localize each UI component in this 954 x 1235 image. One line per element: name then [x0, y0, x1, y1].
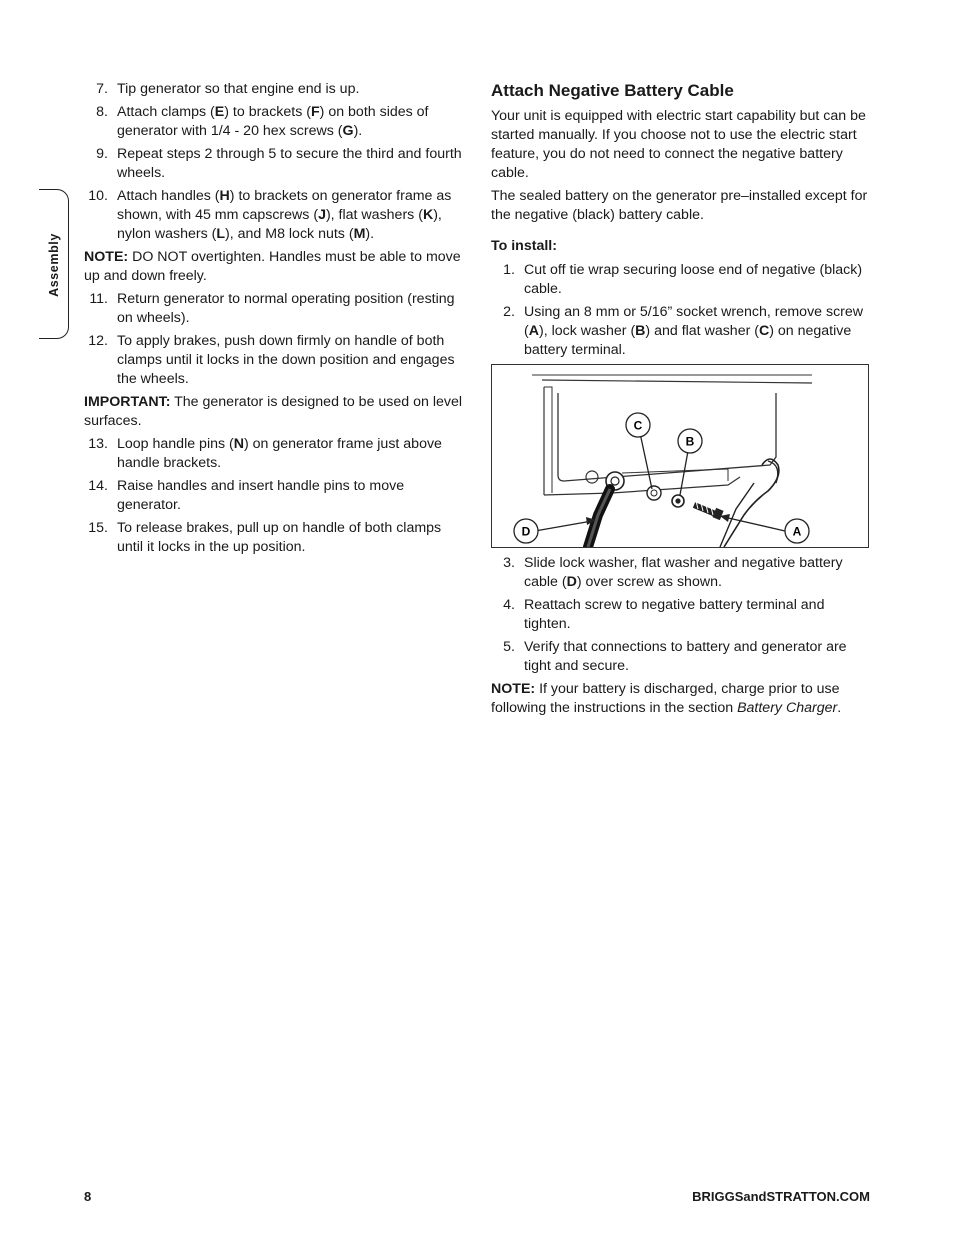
to-install-heading: To install:: [491, 238, 557, 254]
lock-washer-hole: [675, 498, 680, 503]
step-text: ) on both sides of generator with 1/4 - 20 hex screws (: [117, 104, 429, 139]
step-number: 11.: [89, 291, 108, 307]
step-text: To apply brakes, push down firmly on handle of both clamps until it locks in the down position and engages the wheels.: [117, 333, 455, 387]
step-text: ), flat washers (: [325, 207, 423, 223]
step-number: 15.: [88, 520, 108, 536]
step-7: [84, 80, 464, 99]
leader-c: [640, 433, 652, 489]
left-column: [84, 80, 464, 561]
page-number: 8: [84, 1189, 92, 1204]
step-text: ) and flat washer (: [645, 323, 759, 339]
install-step-2: [491, 303, 871, 360]
step-text: ) on generator frame just above handle brackets.: [117, 436, 442, 471]
battery-case: [558, 393, 776, 481]
step-text: To release brakes, pull up on handle of both clamps until it locks in the up position.: [117, 520, 442, 555]
part-ref: N: [233, 436, 244, 452]
flat-washer-c: [647, 486, 661, 500]
install-step-4: [491, 596, 871, 634]
step-text: Repeat steps 2 through 5 to secure the third and fourth wheels.: [117, 146, 462, 181]
part-ref: L: [216, 226, 226, 242]
step-9: [84, 145, 464, 183]
important-note: [84, 393, 464, 431]
step-text: Tip generator so that engine end is up.: [117, 81, 360, 97]
step-text: Using an 8 mm or 5/16” socket wrench, remove screw (: [524, 304, 864, 339]
screw-a-head: [712, 508, 723, 520]
section-tab-label: Assembly: [47, 233, 61, 297]
step-text: Slide lock washer, flat washer and negative battery cable (: [524, 555, 843, 590]
step-number: 7.: [96, 81, 108, 97]
part-ref: M: [353, 226, 366, 242]
step-number: 4.: [503, 597, 515, 613]
step-12: [84, 332, 464, 389]
note-label: NOTE:: [491, 681, 536, 697]
step-text: Return generator to normal operating position (resting on wheels).: [117, 291, 455, 326]
step-number: 2.: [503, 304, 515, 320]
step-number: 8.: [96, 104, 108, 120]
step-number: 1.: [503, 262, 515, 278]
step-15: [84, 519, 464, 557]
step-number: 10.: [88, 188, 108, 204]
part-ref: K: [422, 207, 434, 223]
note-text: If your battery is discharged, charge prior to use following the instructions in the section: [491, 681, 840, 716]
part-ref: A: [528, 323, 539, 339]
part-ref: E: [214, 104, 225, 120]
battery-terminal-illustration: [492, 365, 868, 547]
step-14: [84, 477, 464, 515]
callout-c: C: [633, 418, 643, 433]
note-overtighten: [84, 248, 464, 286]
important-label: IMPORTANT:: [84, 394, 171, 410]
step-text: Reattach screw to negative battery terminal and tighten.: [524, 597, 825, 632]
step-8: [84, 103, 464, 141]
step-text: ) on negative battery terminal.: [524, 323, 852, 358]
part-ref: C: [758, 323, 770, 339]
step-text: ) to brackets (: [224, 104, 311, 120]
step-text: ).: [365, 226, 375, 242]
step-text: Verify that connections to battery and generator are tight and secure.: [524, 639, 847, 674]
step-text: ) to brackets on generator frame as shown, with 45 mm capscrews (: [117, 188, 452, 223]
note-battery-charger: [491, 680, 871, 718]
step-text: Raise handles and insert handle pins to move generator.: [117, 478, 405, 513]
housing-inner-edge: [544, 387, 552, 493]
step-text: ), nylon washers (: [117, 207, 442, 242]
step-number: 9.: [96, 146, 108, 162]
section-reference: Battery Charger: [737, 700, 838, 716]
callout-a: A: [792, 524, 802, 539]
step-text: ) over screw as shown.: [576, 574, 722, 590]
step-11: [84, 290, 464, 328]
part-ref: B: [635, 323, 646, 339]
part-ref: D: [566, 574, 577, 590]
intro-paragraph-1: Your unit is equipped with electric start capability but can be started manually. If you choose not to use the electric start feature, you do not need to connect the negative battery cable.: [491, 108, 866, 181]
section-heading: Attach Negative Battery Cable: [491, 81, 734, 100]
install-step-5: [491, 638, 871, 676]
positive-cable-outline: [724, 459, 779, 547]
leader-a: [724, 517, 785, 531]
note-text: DO NOT overtighten. Handles must be able to move up and down freely.: [84, 249, 461, 284]
important-text: The generator is designed to be used on level surfaces.: [84, 394, 463, 429]
intro-paragraph-2: The sealed battery on the generator pre–installed except for the negative (black) battery cable.: [491, 188, 868, 223]
footer-website: BRIGGSandSTRATTON.COM: [692, 1189, 870, 1204]
battery-terminal-figure: [491, 364, 869, 548]
housing-top-edge: [542, 380, 812, 383]
part-ref: G: [342, 123, 354, 139]
step-13: [84, 435, 464, 473]
step-number: 13.: [88, 436, 108, 452]
step-text: Cut off tie wrap securing loose end of negative (black) cable.: [524, 262, 863, 297]
step-text: ), and M8 lock nuts (: [225, 226, 354, 242]
step-text: Loop handle pins (: [117, 436, 234, 452]
step-text: ).: [353, 123, 363, 139]
step-text: Attach clamps (: [117, 104, 215, 120]
note-text: .: [837, 700, 842, 716]
install-step-3: [491, 554, 871, 592]
step-text: Attach handles (: [117, 188, 220, 204]
leader-d: [535, 521, 592, 531]
step-number: 3.: [503, 555, 515, 571]
step-text: ), lock washer (: [538, 323, 636, 339]
callout-b: B: [685, 434, 695, 449]
callout-d: D: [521, 524, 531, 539]
part-ref: H: [219, 188, 230, 204]
step-number: 12.: [88, 333, 108, 349]
install-step-1: [491, 261, 871, 299]
note-label: NOTE:: [84, 249, 129, 265]
step-10: [84, 187, 464, 244]
step-number: 5.: [503, 639, 515, 655]
positive-boot: [768, 461, 778, 483]
part-ref: J: [318, 207, 326, 223]
part-ref: F: [310, 104, 320, 120]
step-number: 14.: [88, 478, 108, 494]
bracket-hole: [586, 471, 598, 483]
right-column: [491, 80, 871, 722]
